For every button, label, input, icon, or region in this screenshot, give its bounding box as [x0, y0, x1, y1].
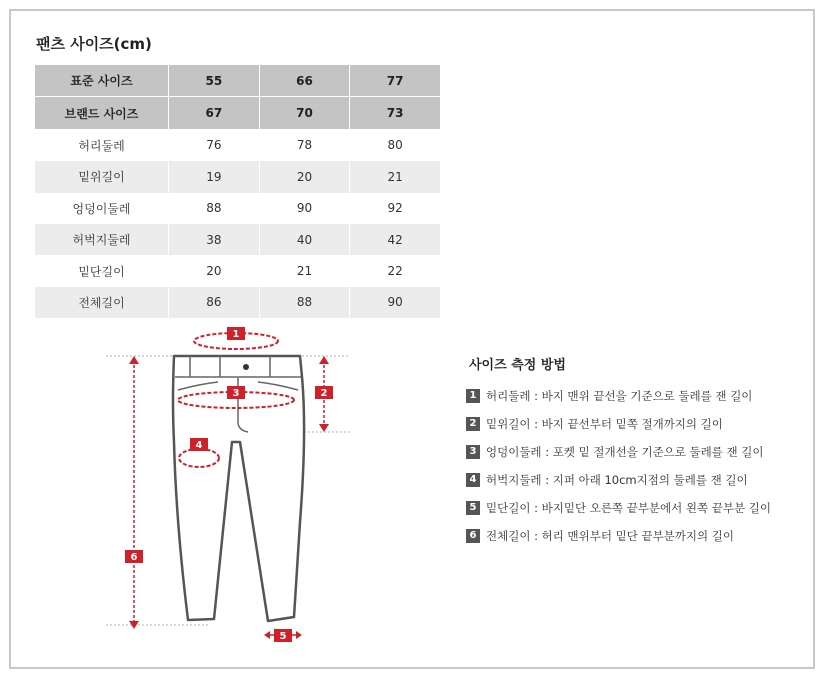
legend-number: 2 — [466, 417, 480, 431]
table-cell: 88 — [259, 287, 350, 318]
legend-text: 밑위길이 : 바지 끝선부터 밑쪽 절개까지의 길이 — [486, 416, 723, 431]
legend-number: 1 — [466, 389, 480, 403]
table-cell: 21 — [259, 255, 350, 286]
table-row — [35, 255, 441, 286]
table-cell: 92 — [350, 193, 441, 224]
table-cell: 78 — [259, 129, 350, 161]
row-label: 밑위길이 — [35, 161, 169, 192]
legend-item — [466, 414, 771, 433]
row-label: 허벅지둘레 — [35, 224, 169, 255]
svg-text:2: 2 — [320, 388, 328, 399]
table-cell: 20 — [169, 255, 260, 286]
legend-text: 밑단길이 : 바지밑단 오른쪽 끝부분에서 왼쪽 끝부분 길이 — [486, 501, 771, 516]
table-cell: 22 — [350, 255, 441, 286]
marker-1 — [194, 327, 278, 349]
legend-text: 허리둘레 : 바지 맨위 끝선을 기준으로 둘레를 잰 길이 — [486, 388, 753, 403]
size-table — [34, 65, 441, 318]
table-header-row — [35, 65, 441, 97]
table-row — [35, 224, 441, 255]
legend-number: 4 — [466, 473, 480, 487]
svg-text:6: 6 — [130, 552, 138, 563]
table-header-row — [35, 97, 441, 129]
marker-6 — [125, 356, 143, 629]
table-cell: 80 — [350, 129, 441, 161]
button-icon — [243, 364, 249, 370]
legend-text: 허벅지둘레 : 지퍼 아래 10cm지점의 둘레를 잰 길이 — [486, 473, 748, 488]
table-row — [35, 129, 441, 161]
legend-item — [466, 471, 771, 490]
measurement-legend — [466, 386, 771, 555]
header-label: 표준 사이즈 — [35, 65, 169, 97]
marker-2 — [315, 356, 333, 432]
row-label: 엉덩이둘레 — [35, 193, 169, 224]
marker-5 — [264, 629, 302, 642]
header-cell: 73 — [350, 97, 441, 129]
page-title: 팬츠 사이즈(cm) — [36, 35, 152, 53]
row-label: 전체길이 — [35, 287, 169, 318]
table-row — [35, 287, 441, 318]
table-cell: 88 — [169, 193, 260, 224]
legend-item — [466, 442, 771, 461]
table-cell: 38 — [169, 224, 260, 255]
table-cell: 90 — [350, 287, 441, 318]
legend-item — [466, 499, 771, 518]
header-cell: 66 — [259, 65, 350, 97]
header-cell: 55 — [169, 65, 260, 97]
table-cell: 86 — [169, 287, 260, 318]
table-cell: 76 — [169, 129, 260, 161]
legend-text: 엉덩이둘레 : 포켓 밑 절개선을 기준으로 둘레를 잰 길이 — [486, 444, 764, 459]
table-row — [35, 161, 441, 192]
legend-title: 사이즈 측정 방법 — [469, 358, 566, 373]
row-label: 허리둘레 — [35, 129, 169, 161]
table-cell: 19 — [169, 161, 260, 192]
pants-diagram — [100, 322, 350, 652]
table-row — [35, 193, 441, 224]
legend-number: 5 — [466, 501, 480, 515]
legend-number: 6 — [466, 529, 480, 543]
table-cell: 42 — [350, 224, 441, 255]
svg-text:3: 3 — [232, 388, 240, 399]
legend-number: 3 — [466, 445, 480, 459]
header-cell: 67 — [169, 97, 260, 129]
legend-text: 전체길이 : 허리 맨위부터 밑단 끝부분까지의 길이 — [486, 529, 734, 544]
svg-text:1: 1 — [232, 329, 240, 340]
header-label: 브랜드 사이즈 — [35, 97, 169, 129]
table-cell: 90 — [259, 193, 350, 224]
header-cell: 77 — [350, 65, 441, 97]
legend-item — [466, 386, 771, 405]
svg-text:5: 5 — [279, 631, 287, 642]
table-cell: 21 — [350, 161, 441, 192]
row-label: 밑단길이 — [35, 255, 169, 286]
svg-text:4: 4 — [195, 440, 203, 451]
table-cell: 40 — [259, 224, 350, 255]
legend-item — [466, 527, 771, 546]
header-cell: 70 — [259, 97, 350, 129]
table-cell: 20 — [259, 161, 350, 192]
